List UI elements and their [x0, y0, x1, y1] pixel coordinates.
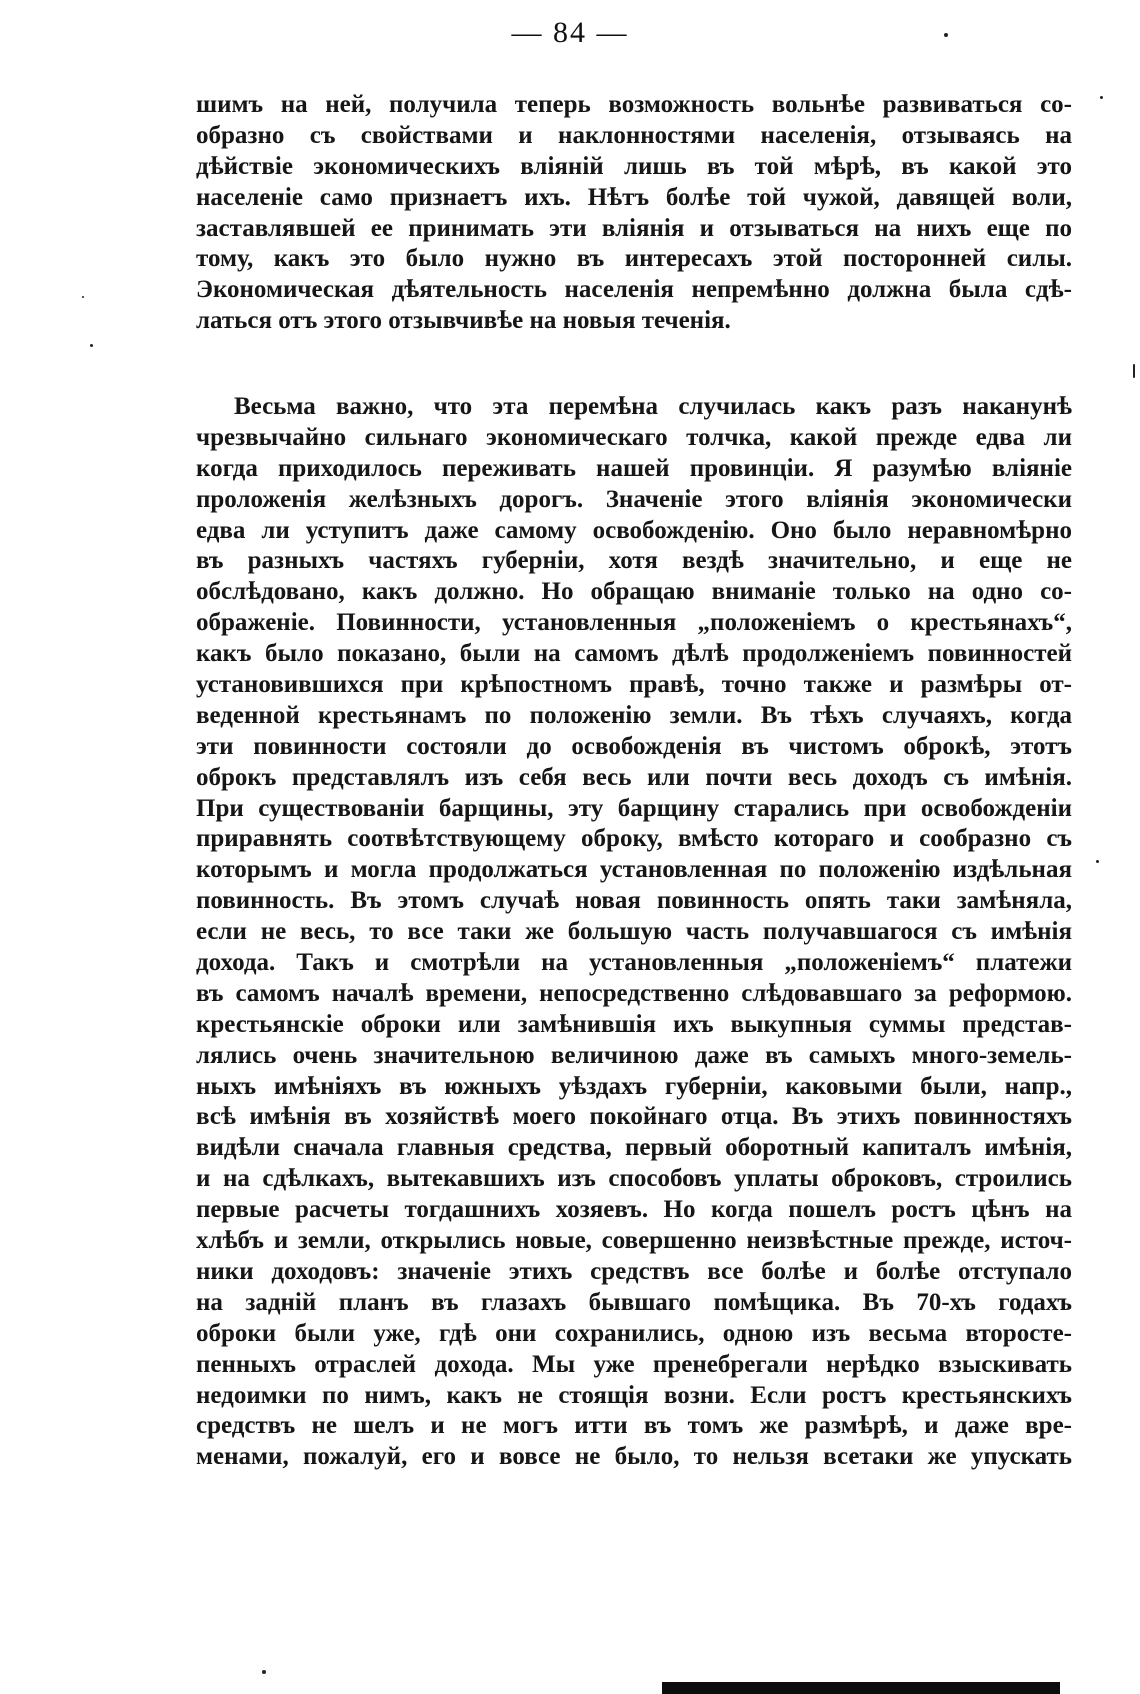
text-line: повинность. Въ этомъ случаѣ новая повинность опять таки замѣняла,	[196, 887, 1072, 915]
text-line: если не весь, то все таки же большую часть получавшагося съ имѣнія	[196, 918, 1072, 946]
text-line: образно съ свойствами и наклонностями населенія, отзываясь на	[196, 121, 1072, 149]
text-line: оброкъ представлялъ изъ себя весь или почти весь доходъ съ имѣнія.	[196, 763, 1072, 791]
scan-speck	[944, 33, 948, 37]
text-line: При существованіи барщины, эту барщину старались при освобожденіи	[196, 794, 1072, 822]
scan-speck	[90, 344, 93, 347]
text-line: въ самомъ началѣ времени, непосредственно слѣдовавшаго за реформою.	[196, 979, 1072, 1007]
text-line: оброки были уже, гдѣ они сохранились, одною изъ весьма второсте-	[196, 1319, 1072, 1347]
text-line: населеніе само признаетъ ихъ. Нѣтъ болѣе той чужой, давящей воли,	[196, 183, 1072, 211]
text-line: крестьянскіе оброки или замѣнившія ихъ выкупныя суммы представ-	[196, 1010, 1072, 1038]
text-line: эти повинности состояли до освобожденія въ чистомъ оброкѣ, этотъ	[196, 732, 1072, 760]
text-line: всѣ имѣнія въ хозяйствѣ моего покойнаго отца. Въ этихъ повинностяхъ	[196, 1103, 1072, 1131]
text-line: веденной крестьянамъ по положенію земли. Въ тѣхъ случаяхъ, когда	[196, 701, 1072, 729]
text-line: первые расчеты тогдашнихъ хозяевъ. Но когда пошелъ ростъ цѣнъ на	[196, 1196, 1072, 1224]
text-line: Весьма важно, что эта перемѣна случилась какъ разъ наканунѣ	[234, 393, 1072, 420]
text-line: дѣйствіе экономическихъ вліяній лишь въ той мѣрѣ, въ какой это	[196, 152, 1072, 180]
text-line: лялись очень значительною величиною даже въ самыхъ много-земель-	[196, 1041, 1072, 1069]
text-line: шимъ на ней, получила теперь возможность вольнѣе развиваться со-	[196, 91, 1072, 118]
text-line: обслѣдовано, какъ должно. Но обращаю вниманіе только на одно со-	[196, 578, 1072, 606]
paragraph-2	[196, 392, 1072, 1473]
text-line: тому, какъ это было нужно въ интересахъ этой посторонней силы.	[196, 245, 1072, 273]
text-line: когда приходилось переживать нашей провинціи. Я разумѣю вліяніе	[196, 454, 1072, 482]
text-line: недоимки по нимъ, какъ не стоящія возни. Если ростъ крестьянскихъ	[196, 1381, 1072, 1409]
text-line: приравнять соотвѣтствующему оброку, вмѣсто котораго и сообразно съ	[196, 825, 1072, 853]
text-line: Экономическая дѣятельность населенія непремѣнно должна была сдѣ-	[196, 276, 1072, 304]
text-line: которымъ и могла продолжаться установленная по положенію издѣльная	[196, 856, 1072, 884]
text-line: ображеніе. Повинности, установленныя „положеніемъ о крестьянахъ“,	[196, 609, 1072, 637]
scan-speck	[1096, 860, 1099, 863]
text-line: менами, пожалуй, его и вовсе не было, то нельзя всетаки же упускать	[196, 1443, 1072, 1471]
text-line: видѣли сначала главныя средства, первый оборотный капиталъ имѣнія,	[196, 1134, 1072, 1162]
text-line: хлѣбъ и земли, открылись новые, совершенно неизвѣстные прежде, источ-	[196, 1227, 1072, 1255]
scan-speck	[1100, 96, 1103, 99]
text-line: чрезвычайно сильнаго экономическаго толчка, какой прежде едва ли	[196, 423, 1072, 451]
text-line: едва ли уступитъ даже самому освобожденію. Оно было неравномѣрно	[196, 516, 1072, 544]
text-line: установившихся при крѣпостномъ правѣ, точно также и размѣры от-	[196, 671, 1072, 699]
text-line: въ разныхъ частяхъ губерніи, хотя вездѣ значительно, и еще не	[196, 547, 1072, 575]
page-number: — 84 —	[511, 16, 629, 49]
text-line: дохода. Такъ и смотрѣли на установленныя „положеніемъ“ платежи	[196, 949, 1072, 977]
text-line: пенныхъ отраслей дохода. Мы уже пренебрегали нерѣдко взыскивать	[196, 1350, 1072, 1378]
text-line: и на сдѣлкахъ, вытекавшихъ изъ способовъ уплаты оброковъ, строились	[196, 1165, 1072, 1193]
scan-speck	[1133, 364, 1135, 378]
scan-edge-bar	[662, 1682, 1060, 1694]
text-line: средствъ не шелъ и не могъ итти въ томъ же размѣрѣ, и даже вре-	[196, 1412, 1072, 1440]
text-line: заставлявшей ее принимать эти вліянія и отзываться на нихъ еще по	[196, 214, 1072, 242]
text-line: на задній планъ въ глазахъ бывшаго помѣщика. Въ 70-хъ годахъ	[196, 1288, 1072, 1316]
scan-speck	[262, 1670, 266, 1674]
text-line: какъ было показано, были на самомъ дѣлѣ продолженіемъ повинностей	[196, 640, 1072, 668]
text-line: ники доходовъ: значеніе этихъ средствъ все болѣе и болѣе отступало	[196, 1257, 1072, 1285]
text-line: латься отъ этого отзывчивѣе на новыя теченія.	[196, 307, 731, 335]
scan-speck	[82, 296, 84, 298]
paragraph-1	[196, 90, 1072, 337]
text-line: проложенія желѣзныхъ дорогъ. Значеніе этого вліянія экономически	[196, 485, 1072, 513]
text-line: ныхъ имѣніяхъ въ южныхъ уѣздахъ губерніи, каковыми были, напр.,	[196, 1072, 1072, 1100]
